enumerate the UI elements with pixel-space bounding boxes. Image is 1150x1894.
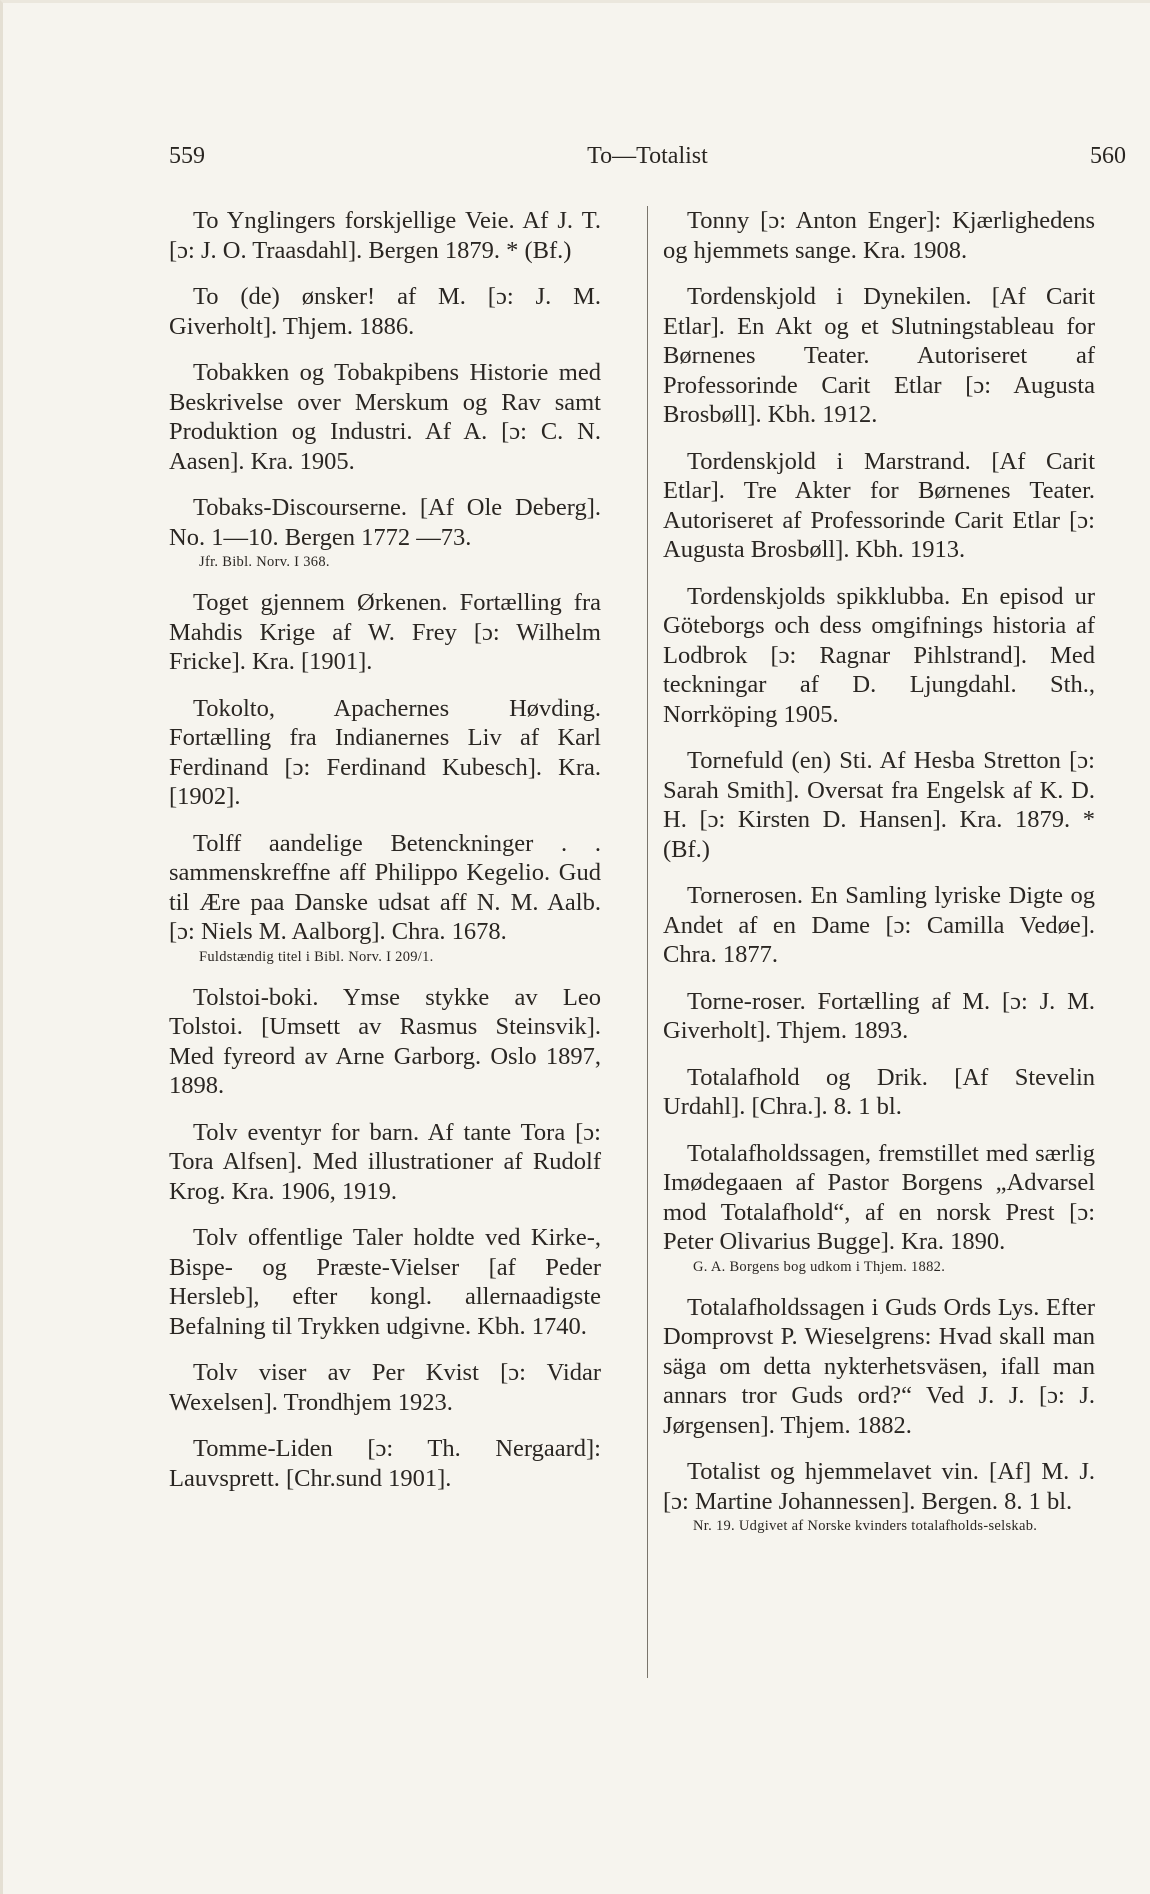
entry-text: Tornerosen. En Samling lyriske Digte og Andet af en Dame [ɔ: Camilla Vedøe]. Chra. 1877. (663, 882, 1095, 968)
page-number-left: 559 (169, 143, 205, 169)
entry-text: Tolstoi-boki. Ymse stykke av Leo Tolstoi. [Umsett av Rasmus Steinsvik]. Med fyreord av Arne Garborg. Oslo 1897, 1898. (169, 983, 601, 1099)
bibliography-entry (663, 1139, 1095, 1276)
page-header (169, 143, 1126, 177)
running-title: To—Totalist (587, 143, 708, 169)
bibliography-entry (169, 1434, 601, 1493)
entry-text: Tordenskjolds spikklubba. En episod ur Göteborgs och dess omgifnings historia af Lodbrok [ɔ: Ragnar Pihlstrand]. Med teckningar af D. Ljungdahl. Sth., Norrköping 1905. (663, 582, 1095, 728)
bibliography-entry (169, 983, 601, 1101)
entry-text: Tomme-Liden [ɔ: Th. Nergaard]: Lauvsprett. [Chr.sund 1901]. (169, 1435, 601, 1492)
entry-text: Tolv offentlige Taler holdte ved Kirke-, Bispe- og Præste-Vielser [af Peder Hersleb], efter kongl. allernaadigste Befalning til Trykken udgivne. Kbh. 1740. (169, 1224, 601, 1340)
bibliography-entry (663, 282, 1095, 430)
right-column (663, 206, 1095, 1552)
left-column (169, 206, 601, 1510)
bibliography-entry (169, 1358, 601, 1417)
bibliography-entry (663, 582, 1095, 730)
bibliography-entry (663, 987, 1095, 1046)
entry-note: Nr. 19. Udgivet af Norske kvinders totalafholds-selskab. (693, 1518, 1038, 1534)
bibliography-entry (663, 1293, 1095, 1441)
bibliography-entry (169, 206, 601, 265)
entry-text: Tokolto, Apachernes Høvding. Fortælling fra Indianernes Liv af Karl Ferdinand [ɔ: Ferdinand Kubesch]. Kra. [1902]. (169, 694, 601, 810)
bibliography-entry (663, 447, 1095, 565)
bibliography-entry (663, 1457, 1095, 1535)
entry-text: Tobakken og Tobakpibens Historie med Beskrivelse over Merskum og Rav samt Produktion og Industri. Af A. [ɔ: C. N. Aasen]. Kra. 1905. (169, 359, 601, 475)
entry-text: To Ynglingers forskjellige Veie. Af J. T. [ɔ: J. O. Traasdahl]. Bergen 1879. * (Bf.) (169, 207, 601, 264)
entry-text: Totalafholdssagen i Guds Ords Lys. Efter Domprovst P. Wieselgrens: Hvad skall man säga om detta nykterhetsväsen, ifall man annars tror Guds ord?“ Ved J. J. [ɔ: J. Jørgensen]. Thjem. 1882. (663, 1293, 1095, 1439)
bibliography-entry (169, 694, 601, 812)
column-divider (647, 206, 648, 1678)
bibliography-entry (169, 358, 601, 476)
bibliography-entry (169, 282, 601, 341)
bibliography-entry (663, 746, 1095, 864)
entry-text: Totalafhold og Drik. [Af Stevelin Urdahl]. [Chra.]. 8. 1 bl. (663, 1063, 1095, 1120)
bibliography-entry (169, 1223, 601, 1341)
entry-note: Fuldstændig titel i Bibl. Norv. I 209/1. (199, 948, 434, 965)
bibliography-entry (663, 881, 1095, 970)
entry-text: Totalafholdssagen, fremstillet med særlig Imødegaaen af Pastor Borgens „Advarsel mod Totalafhold“, af en norsk Prest [ɔ: Peter Olivarius Bugge]. Kra. 1890. (663, 1139, 1095, 1255)
entry-text: Tolff aandelige Betenckninger . . sammenskreffne aff Philippo Kegelio. Gud til Ære paa Danske udsat aff N. M. Aalb. [ɔ: Niels M. Aalborg]. Chra. 1678. (169, 829, 601, 945)
entry-text: Tordenskjold i Dynekilen. [Af Carit Etlar]. En Akt og et Slutningstableau for Børnenes Teater. Autoriseret af Professorinde Carit Etlar [ɔ: Augusta Brosbøll]. Kbh. 1912. (663, 283, 1095, 428)
bibliography-entry (169, 1118, 601, 1207)
entry-text: Tonny [ɔ: Anton Enger]: Kjærlighedens og hjemmets sange. Kra. 1908. (663, 207, 1095, 264)
entry-text: Totalist og hjemmelavet vin. [Af] M. J. [ɔ: Martine Johannessen]. Bergen. 8. 1 bl. (663, 1458, 1095, 1515)
bibliography-entry (169, 829, 601, 966)
entry-text: Tordenskjold i Marstrand. [Af Carit Etlar]. Tre Akter for Børnenes Teater. Autoriseret af Professorinde Carit Etlar [ɔ: Augusta Brosbøll]. Kbh. 1913. (663, 447, 1095, 563)
entry-text: Toget gjennem Ørkenen. Fortælling fra Mahdis Krige af W. Frey [ɔ: Wilhelm Fricke]. Kra. [1901]. (169, 589, 601, 675)
bibliography-entry (169, 588, 601, 677)
entry-text: Tolv eventyr for barn. Af tante Tora [ɔ: Tora Alfsen]. Med illustrationer af Rudolf Krog. Kra. 1906, 1919. (169, 1118, 601, 1205)
entry-note: Jfr. Bibl. Norv. I 368. (199, 554, 330, 570)
page-number-right: 560 (1090, 143, 1126, 169)
entry-text: Torne-roser. Fortælling af M. [ɔ: J. M. Giverholt]. Thjem. 1893. (663, 987, 1095, 1044)
entry-text: Tobaks-Discourserne. [Af Ole Deberg]. No. 1—10. Bergen 1772 —73. (169, 494, 601, 551)
entry-note: G. A. Borgens bog udkom i Thjem. 1882. (693, 1258, 946, 1275)
bibliography-entry (169, 493, 601, 571)
entry-text: Tornefuld (en) Sti. Af Hesba Stretton [ɔ: Sarah Smith]. Oversat fra Engelsk af K. D. H. [ɔ: Kirsten D. Hansen]. Kra. 1879. * (Bf.) (663, 747, 1095, 863)
entry-text: Tolv viser av Per Kvist [ɔ: Vidar Wexelsen]. Trondhjem 1923. (169, 1359, 601, 1416)
bibliography-entry (663, 206, 1095, 265)
bibliography-entry (663, 1063, 1095, 1122)
entry-text: To (de) ønsker! af M. [ɔ: J. M. Giverholt]. Thjem. 1886. (169, 283, 601, 340)
